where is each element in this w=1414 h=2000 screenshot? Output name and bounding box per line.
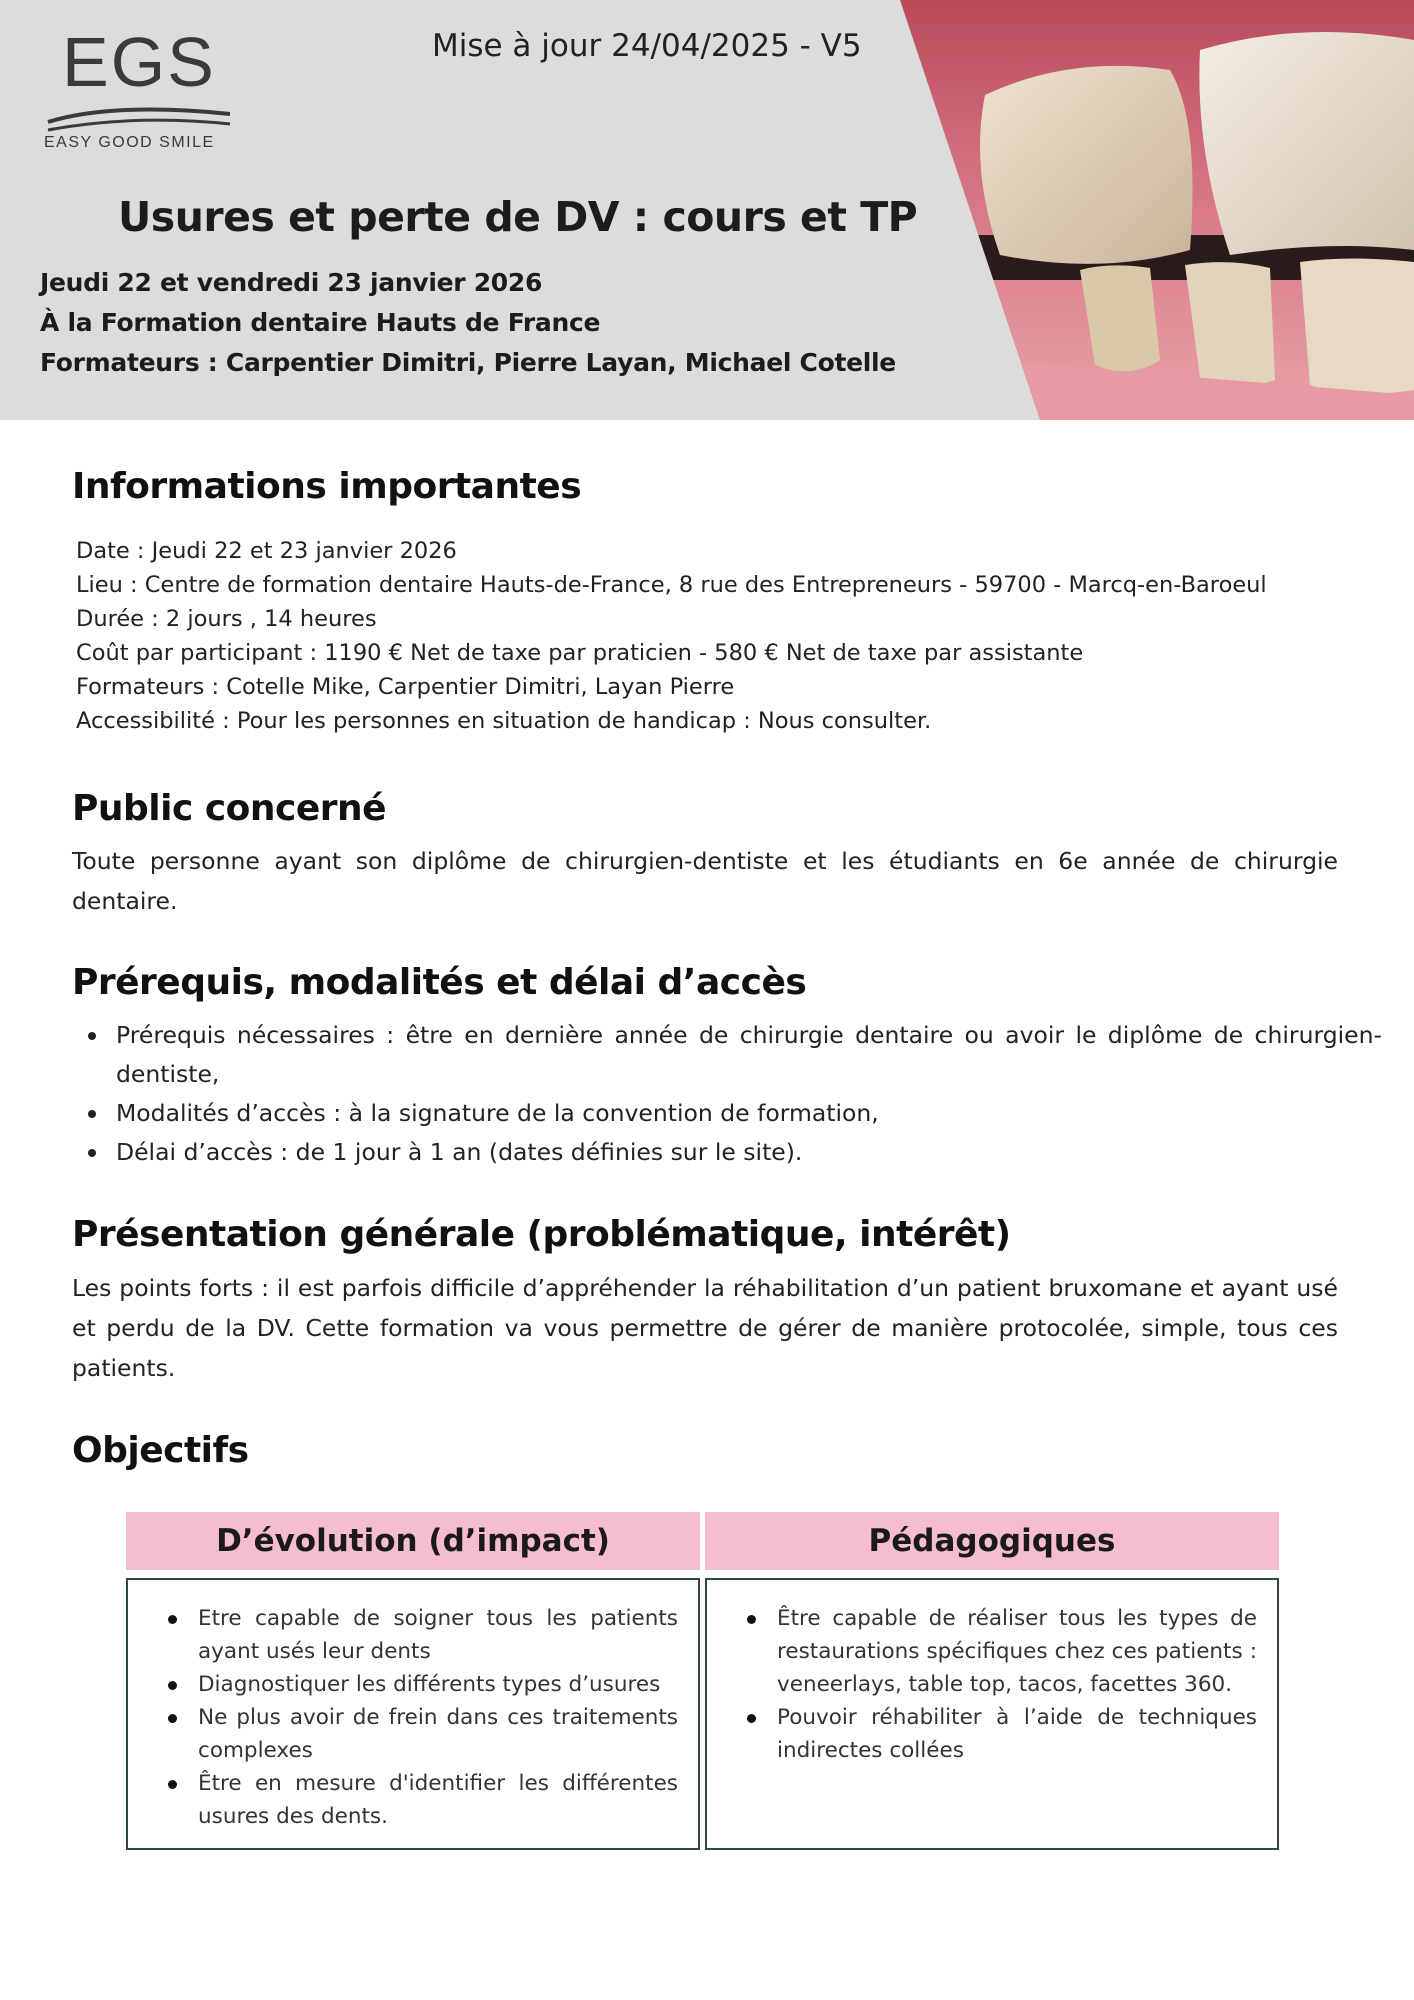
info-line: Accessibilité : Pour les personnes en situation de handicap : Nous consulter. <box>76 708 932 734</box>
course-dates: Jeudi 22 et vendredi 23 janvier 2026 <box>40 268 543 297</box>
public-text: Toute personne ayant son diplôme de chirurgien-dentiste et les étudiants en 6e année de chirurgie dentaire. <box>72 847 1338 915</box>
update-label: Mise à jour 24/04/2025 - V5 <box>432 28 862 64</box>
section-title-public: Public concerné <box>72 788 387 829</box>
objectives-col2-box <box>705 1578 1279 1850</box>
header-banner <box>0 0 1414 420</box>
section-title-presentation: Présentation générale (problématique, intérêt) <box>72 1214 1011 1255</box>
section-title-infos: Informations importantes <box>72 466 582 507</box>
info-line: Durée : 2 jours , 14 heures <box>76 606 377 632</box>
objectives-col1-header: D’évolution (d’impact) <box>126 1512 700 1570</box>
logo-text: EGS <box>62 23 216 101</box>
course-title: Usures et perte de DV : cours et TP <box>118 193 918 241</box>
objectives-col1-list <box>128 1580 698 1833</box>
presentation-text: Les points forts : il est parfois difficile d’appréhender la réhabilitation d’un patient bruxomane et ayant usé et perdu de la DV. Cette formation va vous permettre de gérer de manière protocolée, simple, tous ces patients. <box>72 1274 1338 1382</box>
list-item: Etre capable de soigner tous les patients ayant usés leur dents <box>198 1602 678 1668</box>
info-line: Date : Jeudi 22 et 23 janvier 2026 <box>76 538 457 564</box>
course-trainers: Formateurs : Carpentier Dimitri, Pierre Layan, Michael Cotelle <box>40 348 896 377</box>
list-item: Être capable de réaliser tous les types de restaurations spécifiques chez ces patients : veneerlays, table top, tacos, facettes 360. <box>777 1602 1257 1701</box>
info-line: Lieu : Centre de formation dentaire Hauts-de-France, 8 rue des Entrepreneurs - 59700 - Marcq-en-Baroeul <box>76 572 1267 598</box>
infos-list <box>76 534 1267 738</box>
info-line: Formateurs : Cotelle Mike, Carpentier Dimitri, Layan Pierre <box>76 674 735 700</box>
list-item: Prérequis nécessaires : être en dernière année de chirurgie dentaire ou avoir le diplôme de chirurgien-dentiste, <box>116 1016 1382 1094</box>
logo-tagline: EASY GOOD SMILE <box>44 134 215 151</box>
list-item: Ne plus avoir de frein dans ces traitements complexes <box>198 1701 678 1767</box>
section-title-prereq: Prérequis, modalités et délai d’accès <box>72 962 807 1003</box>
objectives-col2-header: Pédagogiques <box>705 1512 1279 1570</box>
section-title-objectives: Objectifs <box>72 1430 249 1471</box>
egs-logo <box>38 22 238 162</box>
list-item: Pouvoir réhabiliter à l’aide de techniques indirectes collées <box>777 1701 1257 1767</box>
objectives-col1-box <box>126 1578 700 1850</box>
list-item: Modalités d’accès : à la signature de la convention de formation, <box>116 1094 1382 1133</box>
objectives-col2-list <box>707 1580 1277 1767</box>
info-line: Coût par participant : 1190 € Net de taxe par praticien - 580 € Net de taxe par assistante <box>76 640 1084 666</box>
logo-swoosh <box>44 100 234 136</box>
prereq-list <box>72 1016 1382 1172</box>
list-item: Être en mesure d'identifier les différentes usures des dents. <box>198 1767 678 1833</box>
course-place: À la Formation dentaire Hauts de France <box>40 308 601 337</box>
list-item: Délai d’accès : de 1 jour à 1 an (dates définies sur le site). <box>116 1133 1382 1172</box>
list-item: Diagnostiquer les différents types d’usures <box>198 1668 678 1701</box>
